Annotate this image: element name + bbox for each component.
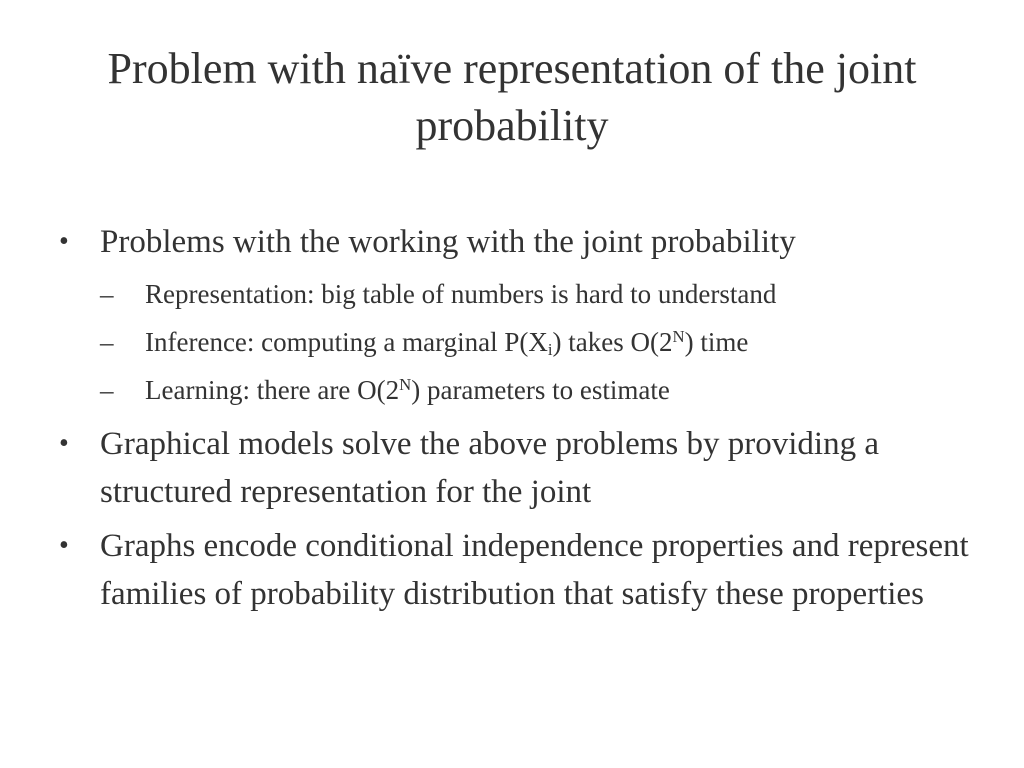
text-part: Learning: there are O(2 — [145, 375, 400, 405]
bullet-text: Graphical models solve the above problems by providing a structured representation for the joint — [100, 426, 879, 510]
dash-marker: – — [100, 375, 114, 405]
subscript: i — [547, 340, 553, 360]
sub-bullet-item — [100, 366, 977, 414]
bullet-list — [57, 218, 977, 624]
bullet-marker: • — [59, 530, 69, 561]
text-part: ) time — [684, 327, 749, 357]
sub-bullet-text — [145, 326, 749, 360]
bullet-item — [57, 420, 977, 516]
sub-bullet-item — [100, 318, 977, 366]
superscript: N — [399, 374, 412, 394]
sub-bullet-text: Representation: big table of numbers is hard to understand — [145, 279, 777, 309]
sub-bullet-item — [100, 270, 977, 318]
bullet-marker: • — [59, 226, 69, 257]
text-part: ) takes O(2 — [552, 327, 673, 357]
bullet-text: Problems with the working with the joint probability — [100, 224, 796, 260]
bullet-text: Graphs encode conditional independence properties and represent families of probability distribution that satisfy these properties — [100, 528, 969, 612]
text-part: Inference: computing a marginal P(X — [145, 327, 548, 357]
bullet-item — [57, 218, 977, 414]
slide-title: Problem with naïve representation of the joint probability — [107, 44, 917, 150]
dash-marker: – — [100, 327, 114, 357]
dash-marker: – — [100, 279, 114, 309]
superscript: N — [672, 326, 685, 346]
bullet-item — [57, 522, 977, 618]
text-part: ) parameters to estimate — [411, 375, 670, 405]
bullet-marker: • — [59, 428, 69, 459]
sub-bullet-text — [145, 375, 670, 405]
sub-bullet-list — [100, 270, 977, 414]
